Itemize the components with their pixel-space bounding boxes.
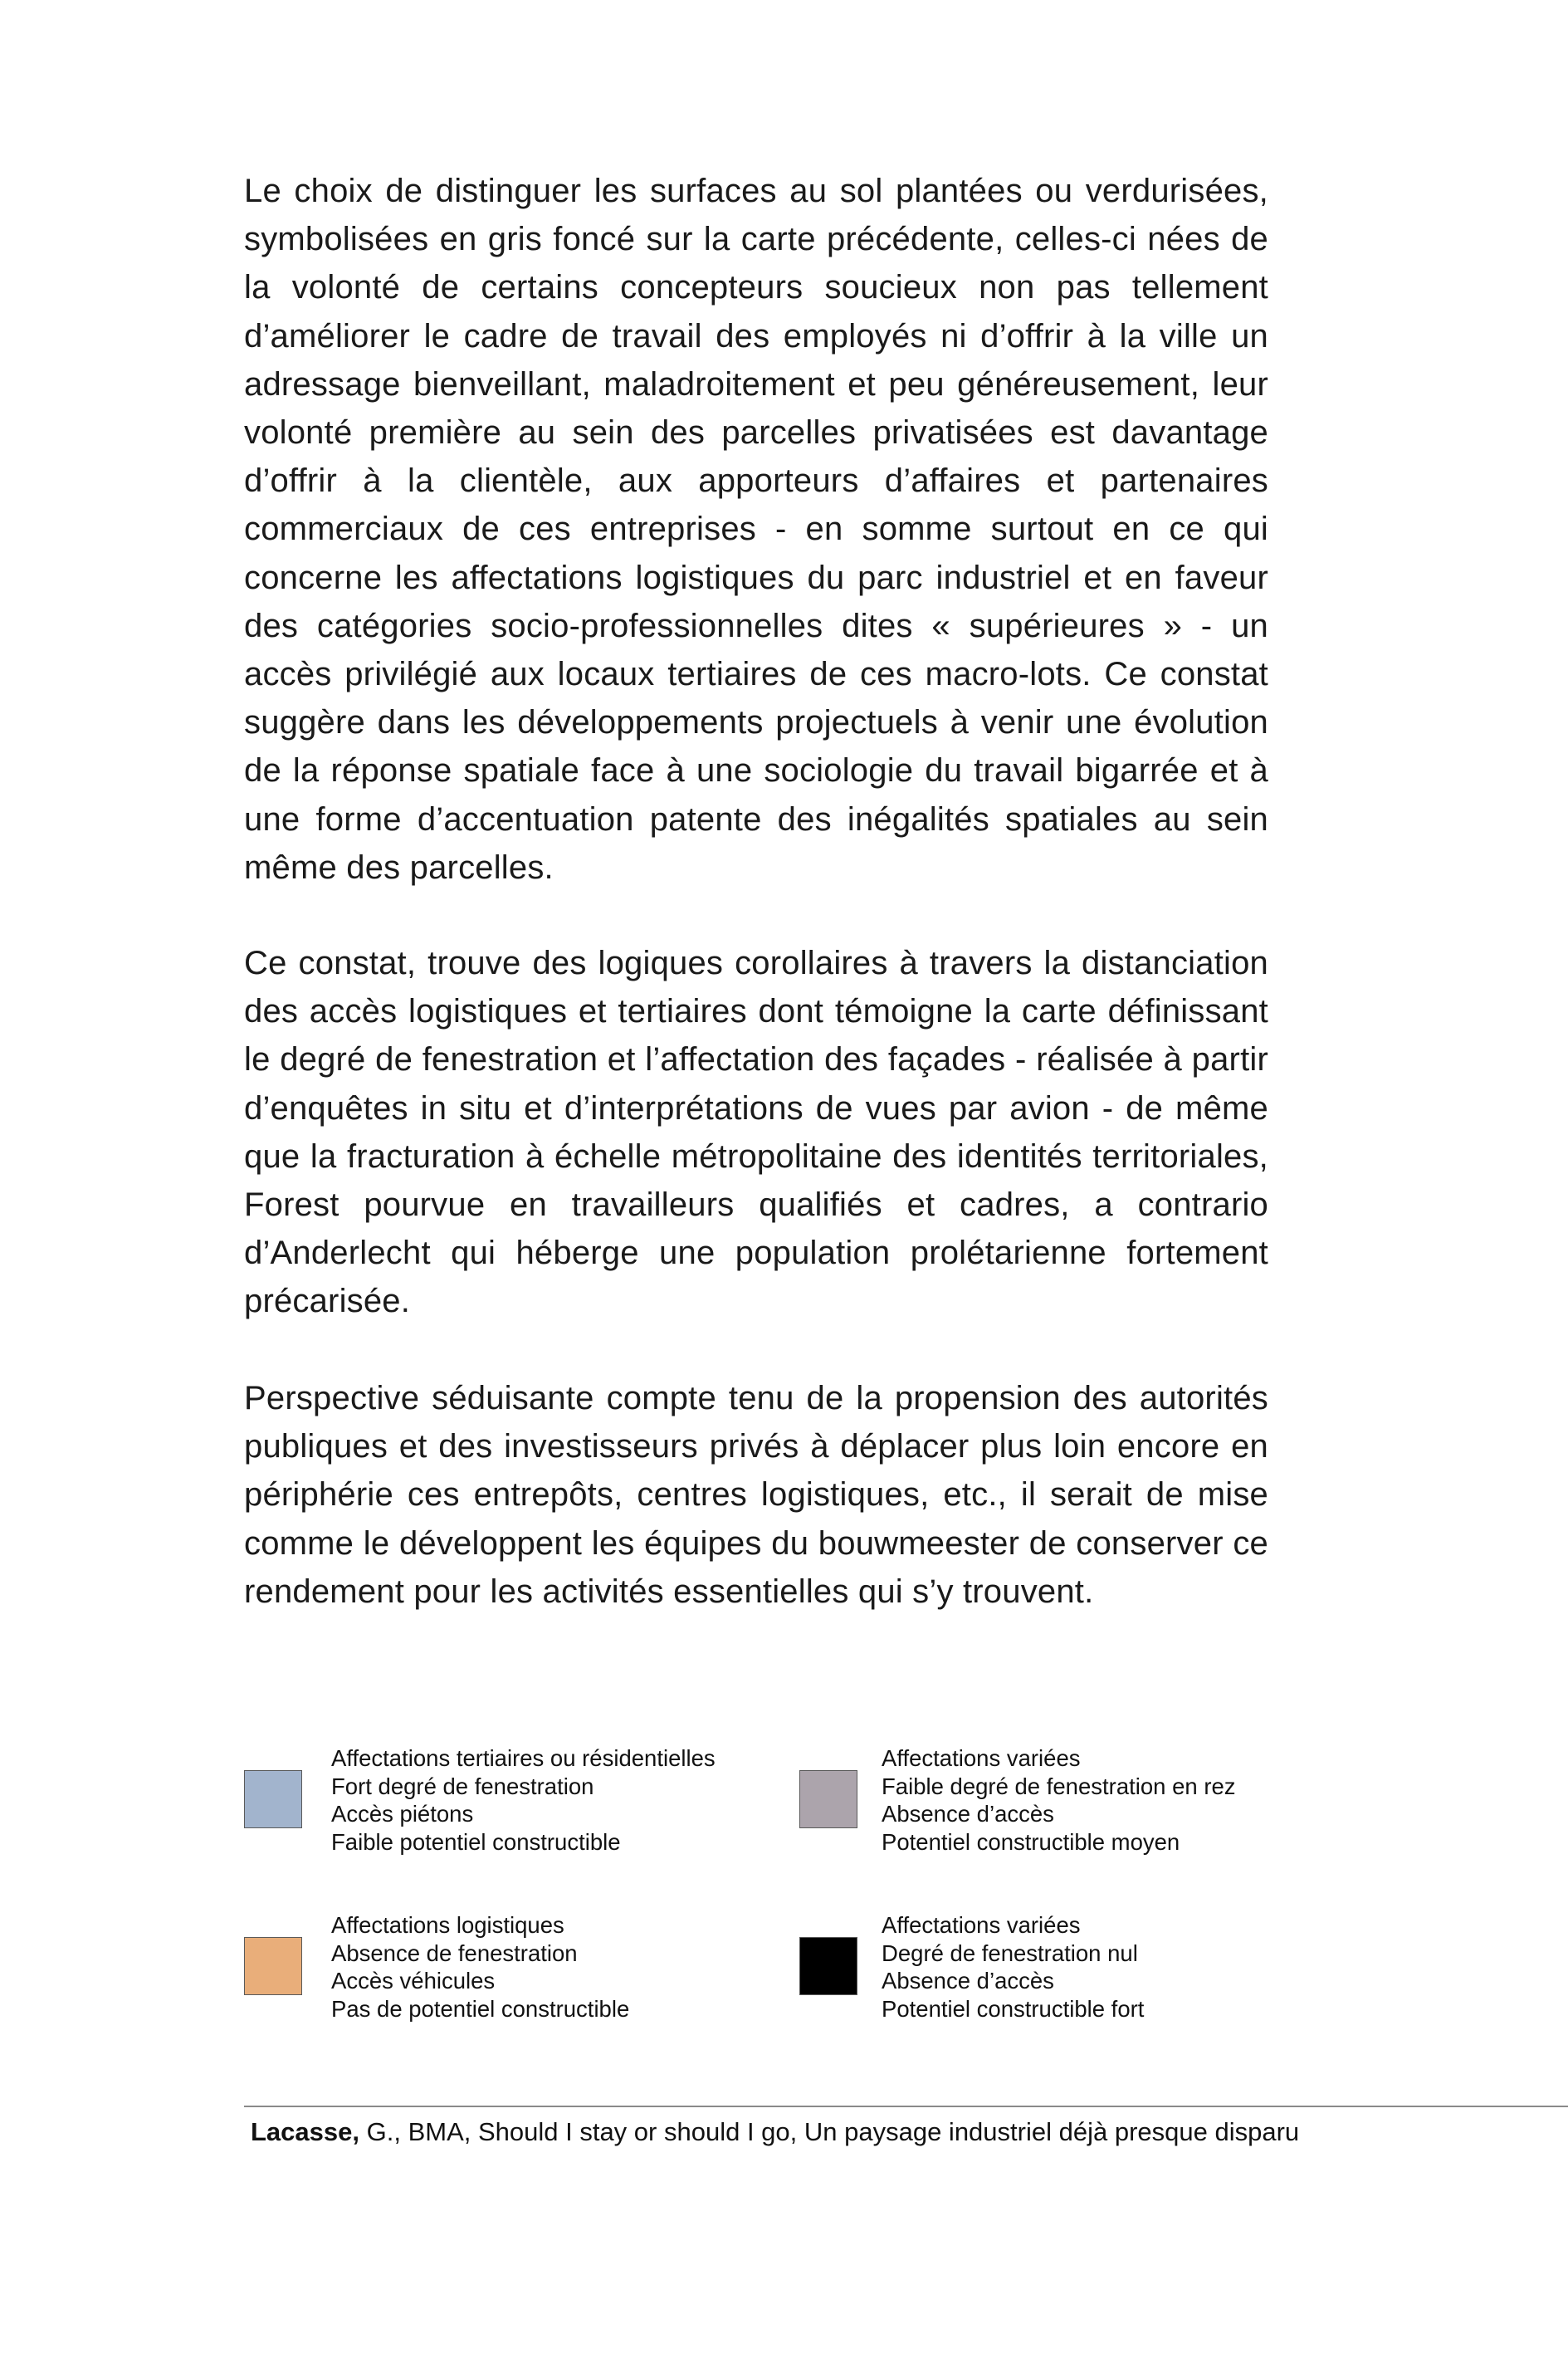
legend-text — [331, 1911, 629, 2023]
legend-line: Potentiel constructible fort — [882, 1995, 1145, 2022]
legend-swatch-blue — [244, 1770, 302, 1828]
legend-swatch-orange — [244, 1937, 302, 1995]
legend-line: Absence d’accès — [882, 1968, 1054, 1993]
paragraph-2: Ce constat, trouve des logiques corollaires à travers la distanciation des accès logistiques et tertiaires dont témoigne la carte définissant le degré de fenestration et l’affectation des façades - réalisée à partir d’enquêtes in situ et d’interprétations de vues par avion - de même que la fracturation à échelle métropolitaine des identités territoriales, Forest pourvue en travailleurs qualifiés et cadres, a contrario d’Anderlecht qui héberge une population prolétarienne fortement précarisée. — [244, 945, 1268, 1320]
legend-line: Degré de fenestration nul — [882, 1940, 1138, 1966]
legend-line: Pas de potentiel constructible — [331, 1995, 630, 2022]
legend-text — [882, 1744, 1236, 1856]
legend-text — [882, 1911, 1144, 2023]
legend-line: Affectations variées — [882, 1912, 1081, 1938]
legend-line: Potentiel constructible moyen — [882, 1828, 1180, 1855]
source-citation — [251, 2116, 1299, 2148]
legend-line: Accès piétons — [331, 1801, 474, 1827]
legend-line: Faible potentiel constructible — [331, 1828, 621, 1855]
legend-swatch-mauve — [799, 1770, 857, 1828]
paragraph-3: Perspective séduisante compte tenu de la propension des autorités publiques et des investisseurs privés à déplacer plus loin encore en périphérie ces entrepôts, centres logistiques, etc., il serait de mise comme le développent les équipes du bouwmeester de conserver ce rendement pour les activités essentielles qui s’y trouvent. — [244, 1380, 1268, 1610]
legend-line: Faible degré de fenestration en rez — [882, 1773, 1236, 1799]
legend-line: Absence de fenestration — [331, 1940, 578, 1966]
citation-author: Lacasse, — [251, 2117, 359, 2146]
legend-line: Accès véhicules — [331, 1968, 496, 1993]
legend-line: Affectations tertiaires ou résidentielles — [331, 1745, 716, 1771]
legend-line: Fort degré de fenestration — [331, 1773, 594, 1799]
legend-swatch-black — [799, 1937, 857, 1995]
legend-line: Absence d’accès — [882, 1801, 1054, 1827]
citation-reference: G., BMA, Should I stay or should I go, Un paysage industriel déjà presque disparu — [359, 2117, 1300, 2146]
legend-text — [331, 1744, 716, 1856]
legend-line: Affectations variées — [882, 1745, 1081, 1771]
paragraph-1: Le choix de distinguer les surfaces au sol plantées ou verdurisées, symbolisées en gris foncé sur la carte précédente, celles-ci nées de la volonté de certains concepteurs soucieux non pas tellement d’améliorer le cadre de travail des employés ni d’offrir à la ville un adressage bienveillant, maladroitement et peu généreusement, leur volonté première au sein des parcelles privatisées est davantage d’offrir à la clientèle, aux apporteurs d’affaires et partenaires commerciaux de ces entreprises - en somme surtout en ce qui concerne les affectations logistiques du parc industriel et en faveur des catégories socio-professionnelles dites « supérieures » - un accès privilégié aux locaux tertiaires de ces macro-lots. Ce constat suggère dans les développements projectuels à venir une évolution de la réponse spatiale face à une sociologie du travail bigarrée et à une forme d’accentuation patente des inégalités spatiales au sein même des parcelles. — [244, 173, 1268, 886]
footer-divider — [244, 2106, 1568, 2107]
legend-line: Affectations logistiques — [331, 1912, 564, 1938]
